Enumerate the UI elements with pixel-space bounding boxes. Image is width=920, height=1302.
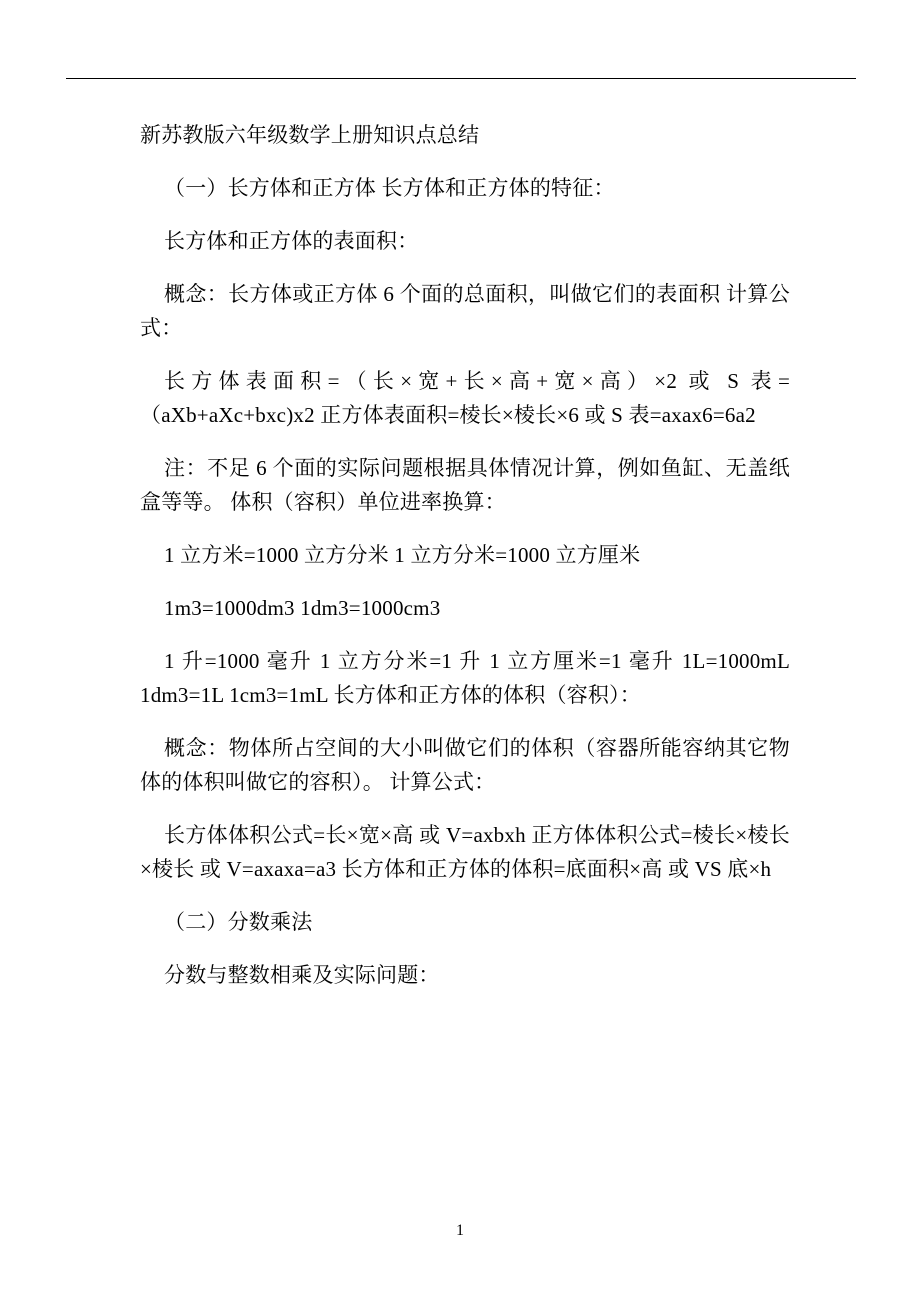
paragraph: 分数与整数相乘及实际问题： <box>164 963 440 987</box>
page-number: 1 <box>456 1222 464 1239</box>
paragraph: 概念：物体所占空间的大小叫做它们的体积（容器所能容纳其它物体的体积叫做它的容积）。 计算公式： <box>140 736 790 794</box>
document-body <box>140 118 796 1011</box>
paragraph: （二）分数乘法 <box>164 910 313 934</box>
paragraph: 1 立方米=1000 立方分米 1 立方分米=1000 立方厘米 <box>164 543 641 567</box>
paragraph: （一）长方体和正方体 长方体和正方体的特征： <box>164 176 615 200</box>
paragraph: 长方体和正方体的表面积： <box>164 229 419 253</box>
paragraph: 长方体体积公式=长×宽×高 或 V=axbxh 正方体体积公式=棱长×棱长×棱长 或 V=axaxa=a3 长方体和正方体的体积=底面积×高 或 VS 底×h <box>140 823 790 881</box>
paragraph: 注：不足 6 个面的实际问题根据具体情况计算，例如鱼缸、无盖纸盒等等。 体积（容积）单位进率换算： <box>140 456 790 514</box>
paragraph-title: 新苏教版六年级数学上册知识点总结 <box>140 123 480 147</box>
paragraph: 1 升=1000 毫升 1 立方分米=1 升 1 立方厘米=1 毫升 1L=1000mL 1dm3=1L 1cm3=1mL 长方体和正方体的体积（容积）： <box>140 649 796 707</box>
paragraph: 长方体表面积=（长×宽+长×高+宽×高）×2 或 S 表=（aXb+aXc+bxc)x2 正方体表面积=棱长×棱长×6 或 S 表=axax6=6a2 <box>140 369 790 427</box>
header-divider <box>66 78 856 79</box>
paragraph: 概念：长方体或正方体 6 个面的总面积，叫做它们的表面积 计算公式： <box>140 282 790 340</box>
paragraph: 1m3=1000dm3 1dm3=1000cm3 <box>164 596 441 620</box>
